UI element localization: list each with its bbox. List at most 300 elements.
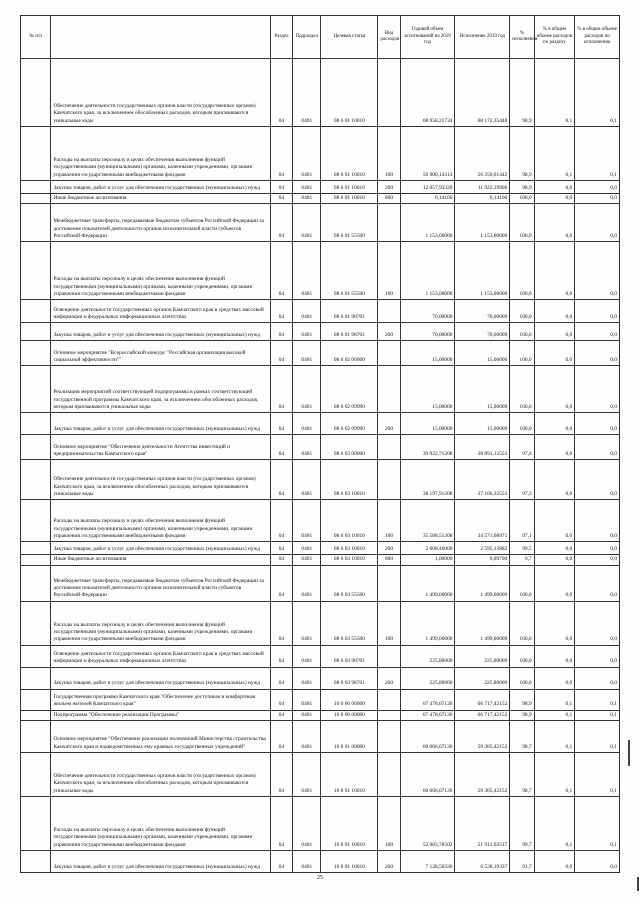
row-done-cell: 66 717,42152 [455,689,510,710]
row-target-cell: 08 6 01 10010 [321,194,378,204]
header-plan: Годовой объем ассигнований на 2019 год [400,16,455,59]
row-done-cell: 15,00000 [455,413,510,435]
row-name-cell: Закупка товаров, работ и услуг для обеспечения государственных (муниципальных) нужд [51,542,270,555]
table-row [21,204,620,242]
row-num-cell [21,323,51,341]
row-share-total-cell: 0,0 [534,565,575,601]
row-pct-cell: 98,9 [510,181,534,194]
row-pct-cell: 97,4 [510,435,534,460]
row-share-total-cell: 0,1 [534,752,575,796]
row-pct-cell: 9,7 [510,555,534,565]
row-plan-cell: 225,80000 [400,645,455,667]
scan-edge-mark [637,877,639,891]
row-done-cell: 225,80000 [455,667,510,689]
row-pct-cell: 100,0 [510,413,534,435]
row-vid-cell: 100 [378,500,400,542]
row-plan-cell: 67 478,67126 [400,710,455,720]
row-num-cell [21,59,51,127]
row-pct-cell: 91,7 [510,850,534,872]
row-share-total-cell: 0,0 [534,242,575,300]
row-done-cell: 1 153,00000 [455,204,510,242]
row-name-cell: Расходы на выплаты персоналу в целях обеспечения выполнения функций государственными (муниципальными) органами, казенными учреждениями, органами управления государственными внебюджетными фондами [51,242,270,300]
row-vid-cell [378,59,400,127]
row-share-exec-cell: 0,1 [575,796,620,850]
row-done-cell: 59 305,42152 [455,752,510,796]
row-share-total-cell: 0,0 [534,850,575,872]
row-podrazdel-cell: 0401 [293,341,321,366]
row-podrazdel-cell: 0401 [293,796,321,850]
row-razdel-cell: 04 [270,460,292,500]
row-podrazdel-cell: 0401 [293,601,321,645]
row-pct-cell: 100,0 [510,300,534,323]
row-vid-cell: 800 [378,555,400,565]
row-num-cell [21,366,51,413]
row-podrazdel-cell: 0401 [293,435,321,460]
row-target-cell: 08 6 01 98701 [321,323,378,341]
row-num-cell [21,555,51,565]
row-plan-cell: 1,00000 [400,555,455,565]
table-row [21,435,620,460]
row-share-total-cell: 0,0 [534,500,575,542]
row-plan-cell: 68 958,21734 [400,59,455,127]
row-done-cell: 225,80000 [455,645,510,667]
row-pct-cell: 97,1 [510,500,534,542]
row-razdel-cell: 04 [270,204,292,242]
row-podrazdel-cell: 0401 [293,710,321,720]
row-name-cell: Закупка товаров, работ и услуг для обеспечения государственных (муниципальных) нужд [51,323,270,341]
row-plan-cell: 70,00000 [400,300,455,323]
row-done-cell: 1 499,00000 [455,601,510,645]
row-podrazdel-cell: 0401 [293,413,321,435]
row-share-total-cell: 0,0 [534,413,575,435]
row-target-cell: 08 6 01 98701 [321,300,378,323]
row-name-cell: Освещение деятельности государственных органов Камчатского края в средствах массовой информации и федеральных информационных агентствах [51,645,270,667]
row-num-cell [21,667,51,689]
row-name-cell: Закупка товаров, работ и услуг для обеспечения государственных (муниципальных) нужд [51,667,270,689]
row-vid-cell [378,752,400,796]
table-row [21,500,620,542]
table-row [21,601,620,645]
row-plan-cell: 67 478,67126 [400,689,455,710]
row-share-total-cell: 0,0 [534,542,575,555]
table-row [21,300,620,323]
row-podrazdel-cell: 0401 [293,194,321,204]
row-podrazdel-cell: 0401 [293,460,321,500]
row-done-cell: 6 528,19337 [455,850,510,872]
row-vid-cell: 800 [378,194,400,204]
row-share-total-cell: 0,0 [534,366,575,413]
row-name-cell: Иные бюджетные ассигнования [51,194,270,204]
row-plan-cell: 0,14100 [400,194,455,204]
row-plan-cell: 35 588,51208 [400,500,455,542]
row-share-exec-cell: 0,1 [575,127,620,181]
row-pct-cell: 98,9 [510,127,534,181]
row-share-exec-cell: 0,0 [575,323,620,341]
row-pct-cell: 100,0 [510,204,534,242]
table-body [21,59,620,873]
row-done-cell: 15,00000 [455,366,510,413]
row-plan-cell: 225,80000 [400,667,455,689]
page-number: 25 [317,875,323,881]
row-razdel-cell: 04 [270,542,292,555]
row-done-cell: 56 250,01442 [455,127,510,181]
row-target-cell: 08 6 02 09990 [321,366,378,413]
row-share-total-cell: 0,0 [534,323,575,341]
row-vid-cell: 100 [378,601,400,645]
table-row [21,366,620,413]
row-pct-cell: 100,0 [510,194,534,204]
row-name-cell: Государственная программа Камчатского края "Обеспечение доступным и комфортным жильем жителей Камчатского края" [51,689,270,710]
row-share-total-cell: 0,1 [534,689,575,710]
table-row [21,850,620,872]
row-share-exec-cell: 0,0 [575,667,620,689]
row-name-cell: Расходы на выплаты персоналу в целях обеспечения выполнения функций государственными (муниципальными) органами, казенными учреждениями, органами управления государственными внебюджетными фондами [51,796,270,850]
row-done-cell: 11 922,19906 [455,181,510,194]
row-share-exec-cell: 0,0 [575,300,620,323]
row-share-total-cell: 0,0 [534,460,575,500]
scan-edge-mark [628,740,630,766]
row-razdel-cell: 04 [270,194,292,204]
header-num: № п/п [21,16,51,59]
row-share-total-cell: 0,0 [534,555,575,565]
row-podrazdel-cell: 0401 [293,323,321,341]
row-share-exec-cell: 0,1 [575,59,620,127]
row-plan-cell: 7 128,58326 [400,850,455,872]
table-row [21,542,620,555]
table-row [21,689,620,710]
header-name [51,16,270,59]
row-share-total-cell: 0,0 [534,645,575,667]
row-vid-cell [378,366,400,413]
row-vid-cell: 200 [378,667,400,689]
row-num-cell [21,204,51,242]
header-podrazdel: Подраздел [293,16,321,59]
row-podrazdel-cell: 0401 [293,720,321,752]
row-razdel-cell: 04 [270,645,292,667]
row-vid-cell: 200 [378,323,400,341]
table-row [21,555,620,565]
row-pct-cell: 100,0 [510,645,534,667]
row-done-cell: 38 891,12553 [455,435,510,460]
row-name-cell: Основное мероприятие "Обеспечение деятельности Агентства инвестиций и предпринимательства Камчатского края" [51,435,270,460]
row-pct-cell: 97,3 [510,460,534,500]
row-name-cell: Закупка товаров, работ и услуг для обеспечения государственных (муниципальных) нужд [51,850,270,872]
row-share-total-cell: 0,0 [534,194,575,204]
row-share-exec-cell: 0,0 [575,565,620,601]
row-vid-cell [378,565,400,601]
row-target-cell: 08 6 03 10010 [321,460,378,500]
row-razdel-cell: 04 [270,300,292,323]
row-num-cell [21,601,51,645]
row-podrazdel-cell: 0401 [293,850,321,872]
row-share-total-cell: 0,0 [534,204,575,242]
row-num-cell [21,710,51,720]
row-share-exec-cell: 0,0 [575,204,620,242]
header-share-exec: % в общем объеме расходов по исполнению [575,16,620,59]
row-share-total-cell: 0,0 [534,181,575,194]
row-num-cell [21,181,51,194]
row-vid-cell: 200 [378,181,400,194]
header-pct: % исполнения [510,16,534,59]
row-done-cell: 70,00000 [455,300,510,323]
table-row [21,341,620,366]
row-num-cell [21,500,51,542]
table-row [21,565,620,601]
row-name-cell: Расходы на выплаты персоналу в целях обеспечения выполнения функций государственными (муниципальными) органами, казенными учреждениями, органами управления государственными внебюджетными фондами [51,127,270,181]
row-razdel-cell: 04 [270,413,292,435]
row-vid-cell [378,341,400,366]
row-done-cell: 68 172,35448 [455,59,510,127]
row-plan-cell: 1 499,00000 [400,565,455,601]
row-name-cell: Закупка товаров, работ и услуг для обеспечения государственных (муниципальных) нужд [51,413,270,435]
row-name-cell: Иные бюджетные ассигнования [51,555,270,565]
row-target-cell: 10 0 00 00000 [321,689,378,710]
table-row [21,181,620,194]
row-num-cell [21,413,51,435]
row-razdel-cell: 04 [270,181,292,194]
row-target-cell: 10 8 01 10010 [321,850,378,872]
row-share-exec-cell: 0,0 [575,242,620,300]
row-share-exec-cell: 0,0 [575,341,620,366]
row-done-cell: 1 499,00000 [455,565,510,601]
row-name-cell: Обеспечение деятельности государственных органов власти (государственных органов) Камчатского края, за исключением обособленных расходов, которым присваиваются уникальные коды [51,460,270,500]
row-target-cell: 08 6 03 98701 [321,667,378,689]
row-done-cell: 59 305,42152 [455,720,510,752]
row-vid-cell: 100 [378,242,400,300]
row-plan-cell: 56 900,14314 [400,127,455,181]
row-podrazdel-cell: 0401 [293,667,321,689]
row-podrazdel-cell: 0401 [293,204,321,242]
row-share-exec-cell: 0,1 [575,720,620,752]
row-share-exec-cell: 0,0 [575,645,620,667]
row-share-exec-cell: 0,0 [575,194,620,204]
row-share-total-cell: 0,0 [534,435,575,460]
row-razdel-cell: 04 [270,601,292,645]
row-podrazdel-cell: 0401 [293,59,321,127]
row-done-cell: 70,00000 [455,323,510,341]
row-pct-cell: 98,7 [510,752,534,796]
row-pct-cell: 98,9 [510,59,534,127]
table-row [21,413,620,435]
table-row [21,752,620,796]
row-target-cell: 08 6 03 98701 [321,645,378,667]
row-vid-cell [378,300,400,323]
row-target-cell: 08 6 01 10010 [321,127,378,181]
header-share-total: % в общем объеме расходов по разделу [534,16,575,59]
row-razdel-cell: 04 [270,667,292,689]
row-podrazdel-cell: 0401 [293,242,321,300]
row-plan-cell: 12 057,93320 [400,181,455,194]
row-razdel-cell: 04 [270,366,292,413]
row-num-cell [21,435,51,460]
row-share-exec-cell: 0,0 [575,601,620,645]
row-plan-cell: 1 153,00000 [400,204,455,242]
row-pct-cell: 99,5 [510,542,534,555]
row-num-cell [21,645,51,667]
row-plan-cell: 15,00000 [400,341,455,366]
row-podrazdel-cell: 0401 [293,555,321,565]
table-row [21,323,620,341]
row-share-total-cell: 0,0 [534,341,575,366]
row-share-total-cell: 0,1 [534,59,575,127]
row-podrazdel-cell: 0401 [293,366,321,413]
table-row [21,796,620,850]
row-razdel-cell: 04 [270,242,292,300]
row-vid-cell: 200 [378,850,400,872]
row-pct-cell: 100,0 [510,366,534,413]
row-share-exec-cell: 0,0 [575,555,620,565]
row-razdel-cell: 04 [270,565,292,601]
row-num-cell [21,127,51,181]
row-share-exec-cell: 0,0 [575,181,620,194]
row-podrazdel-cell: 0401 [293,565,321,601]
row-num-cell [21,300,51,323]
row-vid-cell [378,720,400,752]
row-vid-cell [378,710,400,720]
row-vid-cell: 200 [378,413,400,435]
row-pct-cell: 100,0 [510,601,534,645]
row-share-exec-cell: 0,0 [575,850,620,872]
row-share-total-cell: 0,0 [534,300,575,323]
row-done-cell: 15,00000 [455,341,510,366]
row-num-cell [21,850,51,872]
row-name-cell: Обеспечение деятельности государственных органов власти (государственных органов) Камчатского края, за исключением обособленных расходов, которым присваиваются уникальные коды [51,59,270,127]
row-target-cell: 08 6 03 10010 [321,555,378,565]
row-vid-cell [378,435,400,460]
row-podrazdel-cell: 0401 [293,127,321,181]
budget-execution-table [20,15,620,873]
row-name-cell: Подпрограмма "Обеспечение реализации Программы" [51,710,270,720]
row-vid-cell: 200 [378,542,400,555]
row-num-cell [21,796,51,850]
row-razdel-cell: 04 [270,710,292,720]
row-num-cell [21,242,51,300]
row-plan-cell: 70,00000 [400,323,455,341]
row-target-cell: 08 6 03 55500 [321,601,378,645]
row-podrazdel-cell: 0401 [293,645,321,667]
row-done-cell: 51 912,92517 [455,796,510,850]
row-target-cell: 08 6 03 10010 [321,500,378,542]
row-target-cell: 08 6 02 09990 [321,413,378,435]
row-plan-cell: 2 608,40000 [400,542,455,555]
row-plan-cell: 60 066,67126 [400,720,455,752]
row-target-cell: 10 8 01 10010 [321,796,378,850]
row-pct-cell: 98,7 [510,720,534,752]
row-plan-cell: 38 197,91208 [400,460,455,500]
row-target-cell: 08 6 03 00000 [321,435,378,460]
row-share-total-cell: 0,0 [534,601,575,645]
row-pct-cell: 100,0 [510,565,534,601]
row-name-cell: Закупка товаров, работ и услуг для обеспечения государственных (муниципальных) нужд [51,181,270,194]
row-plan-cell: 1 499,00000 [400,601,455,645]
row-target-cell: 08 6 01 10010 [321,59,378,127]
row-share-exec-cell: 0,0 [575,413,620,435]
row-target-cell: 10 8 01 00000 [321,720,378,752]
row-pct-cell: 98,9 [510,689,534,710]
row-target-cell: 08 6 01 55500 [321,242,378,300]
table-row [21,460,620,500]
row-share-exec-cell: 0,1 [575,752,620,796]
header-vid: Вид расходов [378,16,400,59]
row-done-cell: 1 153,00000 [455,242,510,300]
row-num-cell [21,542,51,555]
row-pct-cell: 100,0 [510,667,534,689]
row-razdel-cell: 04 [270,555,292,565]
row-target-cell: 08 6 01 55500 [321,204,378,242]
row-done-cell: 0,09700 [455,555,510,565]
row-podrazdel-cell: 0401 [293,689,321,710]
row-pct-cell: 99,7 [510,796,534,850]
row-razdel-cell: 04 [270,127,292,181]
row-podrazdel-cell: 0401 [293,300,321,323]
row-plan-cell: 15,00000 [400,413,455,435]
row-done-cell: 0,14100 [455,194,510,204]
row-share-total-cell: 0,1 [534,127,575,181]
row-share-total-cell: 0,1 [534,796,575,850]
row-razdel-cell: 04 [270,752,292,796]
row-razdel-cell: 04 [270,850,292,872]
row-name-cell: Обеспечение деятельности государственных органов власти (государственных органов) Камчатского края, за исключением обособленных расходов, которым присваиваются уникальные коды [51,752,270,796]
row-share-exec-cell: 0,1 [575,710,620,720]
row-share-total-cell: 0,1 [534,720,575,752]
row-num-cell [21,460,51,500]
table-row [21,720,620,752]
header-razdel: Раздел [270,16,292,59]
row-vid-cell [378,645,400,667]
row-done-cell: 2 595,13882 [455,542,510,555]
row-name-cell: Освещение деятельности государственных органов Камчатского края в средствах массовой информации и федеральных информационных агентствах [51,300,270,323]
row-plan-cell: 15,00000 [400,366,455,413]
row-share-exec-cell: 0,0 [575,366,620,413]
row-name-cell: Реализация мероприятий соответствующей подпрограммы в рамках соответствующей государственной программы Камчатского края, за исключением обособленных расходов, которым присваиваются уникальные коды [51,366,270,413]
row-name-cell: Расходы на выплаты персоналу в целях обеспечения выполнения функций государственными (муниципальными) органами, казенными учреждениями, органами управления государственными внебюджетными фондами [51,500,270,542]
row-share-exec-cell: 0,0 [575,500,620,542]
row-target-cell: 10 8 00 00000 [321,710,378,720]
row-share-exec-cell: 0,0 [575,435,620,460]
row-share-exec-cell: 0,1 [575,689,620,710]
row-share-exec-cell: 0,0 [575,460,620,500]
row-razdel-cell: 04 [270,689,292,710]
row-plan-cell: 52 083,78502 [400,796,455,850]
row-target-cell: 08 6 03 55500 [321,565,378,601]
row-pct-cell: 100,0 [510,242,534,300]
row-share-exec-cell: 0,0 [575,542,620,555]
row-vid-cell: 100 [378,127,400,181]
row-podrazdel-cell: 0401 [293,500,321,542]
row-plan-cell: 39 922,71208 [400,435,455,460]
row-name-cell: Основное мероприятие "Всероссийский конкурс "Российская организация высокой социальной эффективности"" [51,341,270,366]
row-vid-cell: 100 [378,796,400,850]
row-name-cell: Межбюджетные трансферты, передаваемые бюджетам субъектов Российской Федерации за достижение показателей деятельности органов исполнительной власти субъектов Российской Федерации [51,565,270,601]
table-row [21,242,620,300]
row-done-cell: 37 166,32553 [455,460,510,500]
row-razdel-cell: 04 [270,323,292,341]
table-row [21,667,620,689]
row-plan-cell: 1 153,00000 [400,242,455,300]
row-podrazdel-cell: 0401 [293,181,321,194]
row-razdel-cell: 04 [270,59,292,127]
row-pct-cell: 98,9 [510,710,534,720]
row-num-cell [21,720,51,752]
table-row [21,59,620,127]
row-pct-cell: 100,0 [510,323,534,341]
row-pct-cell: 100,0 [510,341,534,366]
row-num-cell [21,689,51,710]
table-row [21,710,620,720]
row-razdel-cell: 04 [270,720,292,752]
header-target: Целевая статья [321,16,378,59]
table-row [21,127,620,181]
